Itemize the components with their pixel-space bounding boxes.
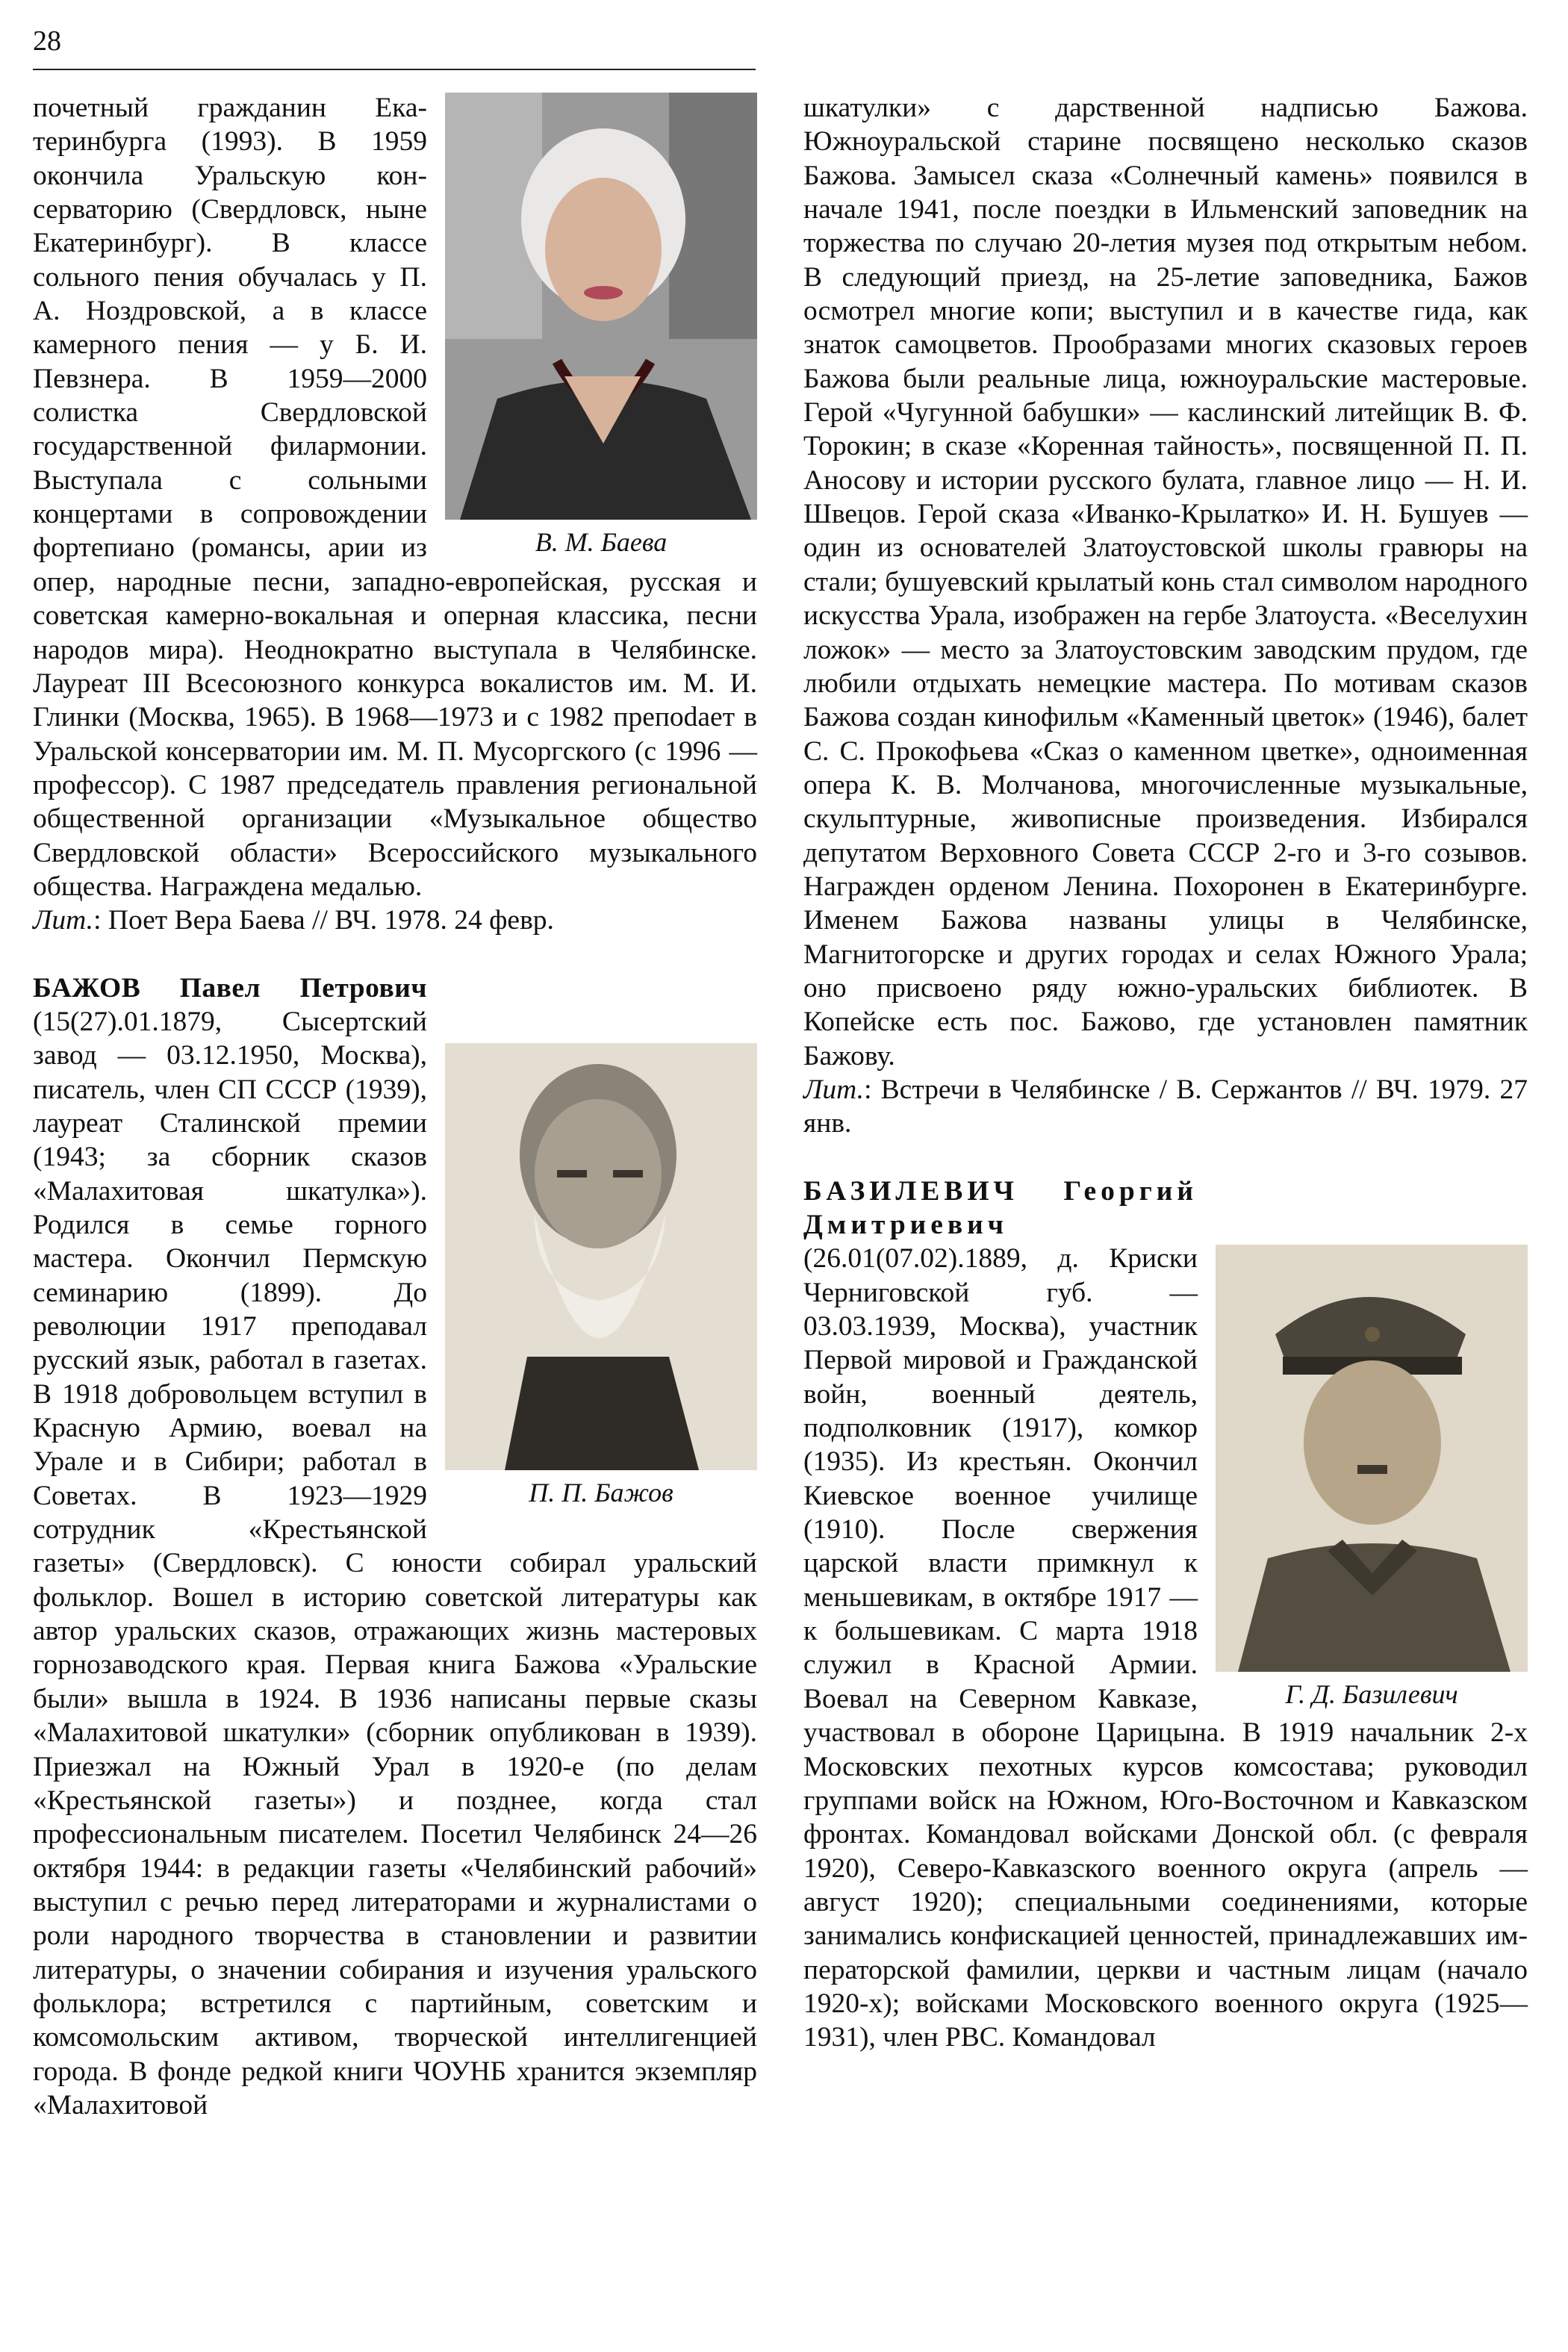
- bazilevich-article-text: (26.01(07.02).1889, д. Криски Черниговской губ. — 03.03.1939, Москва), участник Первой мировой и Гражданской войн, военный деятель, подполковник (1917), комкор (1935). Из крестьян. Окончил Киевское военное училище (1910). После свержения царской власти примкнул к меньшевикам, в октябре 1917 — к большевикам. С марта 1918 служил в Красной Армии. Воевал на Северном Кавказе, участвовал в обороне Царицына. В 1919 начальник 2-х Московских пехотных курсов комсостава; руководил группами войск на Южном, Юго-Восточном и Кавказском фронтах. Командовал войсками Донской обл. (с февраля 1920), Северо-Кавказского военного округа (апрель — август 1920); специальными соединениями, которые занимались конфискацией ценностей, принадлежавших императорской фамилии, церкви и частным лицам (начало 1920-х); войсками Московского военного округа (1925—1931), член РВС. Командовал: [803, 1243, 1528, 2053]
- bazilevich-entry: [803, 1175, 1528, 2055]
- bazilevich-caption: Г. Д. Базилевич: [1285, 1679, 1458, 1709]
- bazhov-article-text-cont: шкатулки» с дарственной надписью Бажова. Южноуральской старине посвящено несколько сказов Бажова. Замысел сказа «Солнечный камень» появился в начале 1941, после поездки в Ильменский заповедник на торжества по случаю 20-летия музея под открытым небом. В следующий приезд, на 25-летие заповедника, Бажов осмотрел многие копи; выступил и в качестве гида, как знаток самоцветов. Прообразами многих сказовых героев Бажова были реальные лица, южноуральские мастеровые. Герой «Чугунной бабушки» — каслинский литейщик В. Ф. Торокин; в сказе «Коренная тайность», посвященной П. П. Аносову и истории русского булата, главное лицо — Н. И. Швецов. Герой сказа «Иванко-Крылатко» И. Н. Бушуев — один из основателей Златоустовской школы гравюры на стали; бушуевский крылатый конь стал символом народного искусства Урала, изображен на гербе Златоуста. «Веселухин ложок» — место за Златоустовским заводским прудом, где любили отдыхать немецкие мастера. По мотивам сказов Бажова создан кинофильм «Каменный цветок» (1946), балет С. С. Прокофьева «Сказ о каменном цветке», одноименная опера К. В. Молчанова, многочисленные музыкальные, скульптурные, живописные произведения. Избирался депутатом Верховного Совета СССР 2-го и 3-го созывов. Награжден орденом Ленина. Похоронен в Екатеринбурге. Именем Бажова названы улицы в Челябинске, Магнитогорске и других городах и селах Южного Урала; оно присвоено ряду южно-уральских библиотек. В Копейске есть пос. Бажово, где установлен памятник Бажову.: [803, 93, 1528, 1071]
- bazhov-literature: [803, 1073, 1528, 1141]
- baeva-lit-label: Лит.: [33, 905, 94, 936]
- bazhov-lit-label: Лит.: [803, 1074, 865, 1105]
- bazilevich-photo-figure: [1216, 1245, 1528, 1711]
- baeva-caption: В. М. Баева: [535, 527, 668, 557]
- baeva-photo-figure: [445, 93, 757, 559]
- bazhov-lit-text: : Встречи в Челябинске / В. Сержантов // ВЧ. 1979. 27 янв.: [803, 1074, 1528, 1139]
- bazhov-caption: П. П. Бажов: [529, 1477, 673, 1508]
- page-number: 28: [33, 25, 61, 57]
- bazhov-photo-figure: [445, 1043, 757, 1509]
- left-column: [33, 91, 757, 2122]
- bazilevich-name: БАЗИЛЕВИЧ Георгий Дмитриевич: [803, 1175, 1198, 1240]
- entry-gap: [33, 938, 757, 971]
- right-column: [803, 91, 1528, 2055]
- bazhov-portrait-image: [445, 1043, 757, 1470]
- bazhov-entry: [33, 971, 757, 2123]
- bazhov-article-text: (15(27).01.1879, Сысертский завод — 03.12.1950, Москва), писатель, член СП СССР (1939), лауреат Сталинской премии (1943; за сборник сказов «Малахитовая шкатулка»). Родился в семье горного мастера. Окончил Пермскую семинарию (1899). До революции 1917 преподавал русский язык, работал в газетах. В 1918 добровольцем вступил в Красную Армию, воевал на Урале и в Сибири; работал в Советах. В 1923—1929 сотрудник «Крестьянской газеты» (Свердловск). С юности собирал уральский фольклор. Вошел в историю советской литературы как автор уральских сказов, отражающих жизнь мастеровых горнозаводского края. Первая книга Бажова «Уральские были» вышла в 1924. В 1936 написаны первые сказы «Малахитовой шкатулки» (сборник опубликован в 1939). Приезжал на Южный Урал в 1920-е (по делам «Крестьянской газеты») и позднее, когда стал профессиональным писателем. Посетил Челябинск 24—26 октября 1944: в редакции газеты «Челябинский рабочий» выступил с речью перед литераторами и журналистами о роли народного творчества в становлении и развитии литературы, о значении собирания и изучения уральского фольклора; встретился с партийным, советским и комсомольским активом, творческой интеллигенцией города. В фонде редкой книги ЧОУНБ хранится экземпляр «Малахитовой: [33, 1006, 757, 2121]
- baeva-lit-text: : Поет Вера Баева // ВЧ. 1978. 24 февр.: [93, 905, 554, 936]
- bazhov-name: БАЖОВ Павел Петрович: [33, 972, 427, 1004]
- header-rule: [33, 69, 756, 70]
- baeva-article-text: почетный гражданин Екатеринбурга (1993). В 1959 окончила Уральскую консерваторию (Свердловск, ныне Екатеринбург). В классе сольного пения обучалась у П. А. Ноздровской, а в классе камерного пения — у Б. И. Певзнера. В 1959—2000 солистка Свердловской государственной филармонии. Выступала с сольными концертами в сопровождении фортепиано (романсы, арии из опер, народные песни, западно-европейская, русская и советская камерно-вокальная и оперная классика, песни народов мира). Неоднократно выступала в Челябинске. Лауреат III Всесоюзного конкурса вокалистов им. М. И. Глинки (Москва, 1965). В 1968—1973 и с 1982 препоdает в Уральской консерватории им. М. П. Мусоргского (с 1996 — профессор). С 1987 председатель правления региональной общественной организации «Музыкальное общество Свердловской области» Всероссийского музыкального общества. Награждена медалью.: [33, 93, 757, 902]
- bazilevich-portrait-image: [1216, 1245, 1528, 1672]
- baeva-literature: [33, 903, 757, 937]
- baeva-portrait-image: [445, 93, 757, 520]
- entry-gap: [803, 1141, 1528, 1175]
